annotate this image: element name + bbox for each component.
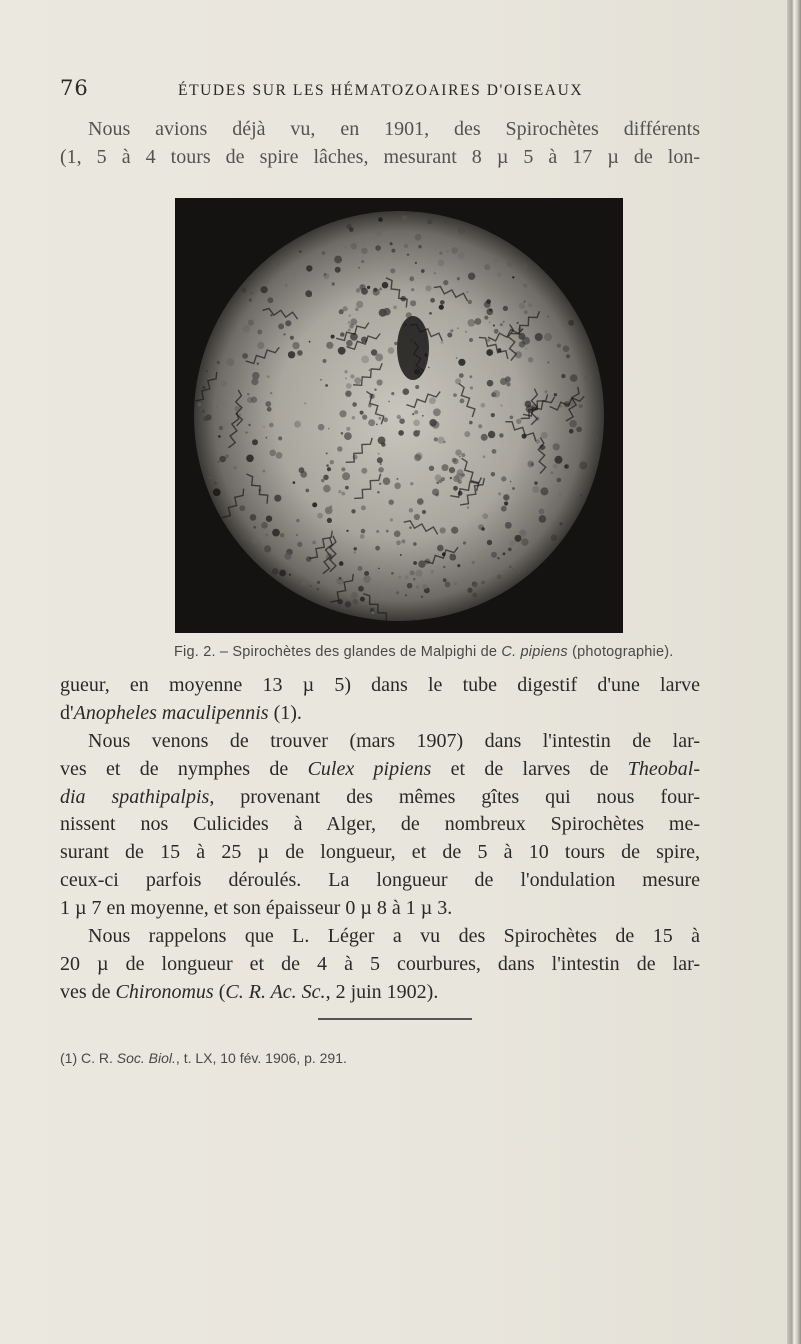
text-line (60, 700, 700, 728)
text-line: nissent nos Culicides à Alger, de nombreux Spirochètes me- (60, 813, 700, 836)
species-name: Chironomus (115, 980, 214, 1003)
text-line: gueur, en moyenne 13 µ 5) dans le tube digestif d'une larve (60, 674, 700, 696)
paragraph-continuation (60, 672, 700, 728)
text-span: ves de (60, 980, 116, 1003)
text-line: (1, 5 à 4 tours de spire lâches, mesurant 8 µ 5 à 17 µ de lon- (60, 145, 700, 168)
text-line: Nous rappelons que L. Léger a vu des Spirochètes de 15 à (88, 925, 700, 947)
paragraph-leger (60, 923, 700, 1006)
footnote-text: , t. LX, 10 fév. 1906, p. 291. (175, 1050, 347, 1066)
micrograph-image (175, 198, 623, 633)
caption-end: (photographie). (567, 644, 674, 660)
text-line: surant de 15 à 25 µ de longueur, et de 5 à 10 tours de spire, (60, 841, 700, 864)
caption-text: – Spirochètes des glandes de Malpighi de (215, 644, 502, 660)
footnote-number: (1) C. R. (60, 1050, 117, 1066)
text-line: ceux-ci parfois déroulés. La longueur de l'ondulation mesure (60, 868, 700, 891)
paragraph-intro (60, 116, 700, 172)
species-name: dia spathipalpis (60, 785, 210, 808)
species-name: Anopheles maculipennis (73, 701, 269, 724)
species-name: Theobal- (627, 757, 700, 780)
book-edge (787, 0, 801, 1344)
text-line: Nous venons de trouver (mars 1907) dans l'intestin de lar- (88, 730, 700, 752)
text-line: 1 µ 7 en moyenne, et son épaisseur 0 µ 8 à 1 µ 3. (60, 896, 453, 919)
text-line (60, 979, 700, 1007)
text-span: (1). (268, 701, 302, 724)
footnote-rule (318, 1018, 472, 1020)
caption-species: C. pipiens (501, 644, 568, 660)
text-span: et de larves de (431, 757, 628, 780)
figure-caption (174, 644, 673, 660)
journal-reference: C. R. Ac. Sc. (225, 980, 326, 1003)
footnote (60, 1050, 347, 1066)
running-head: ÉTUDES SUR LES HÉMATOZOAIRES D'OISEAUX (178, 82, 584, 99)
text-span: ( (213, 980, 226, 1003)
figure-photograph (175, 198, 623, 633)
text-span: , 2 juin 1902). (325, 980, 439, 1003)
page-number: 76 (60, 76, 89, 100)
text-line: 20 µ de longueur et de 4 à 5 courbures, dans l'intestin de lar- (60, 952, 700, 975)
footnote-journal: Soc. Biol. (116, 1050, 176, 1066)
text-span: d' (60, 701, 74, 724)
text-line (60, 784, 700, 812)
text-span: , provenant des mêmes gîtes qui nous four- (209, 785, 700, 808)
species-name: Culex pipiens (307, 757, 432, 780)
paragraph-findings (60, 728, 700, 923)
caption-label: Fig. 2. (174, 644, 216, 660)
text-line: Nous avions déjà vu, en 1901, des Spirochètes différents (88, 118, 700, 140)
page-header (60, 76, 720, 106)
text-span: ves et de nymphes de (60, 757, 308, 780)
text-line (60, 756, 700, 784)
